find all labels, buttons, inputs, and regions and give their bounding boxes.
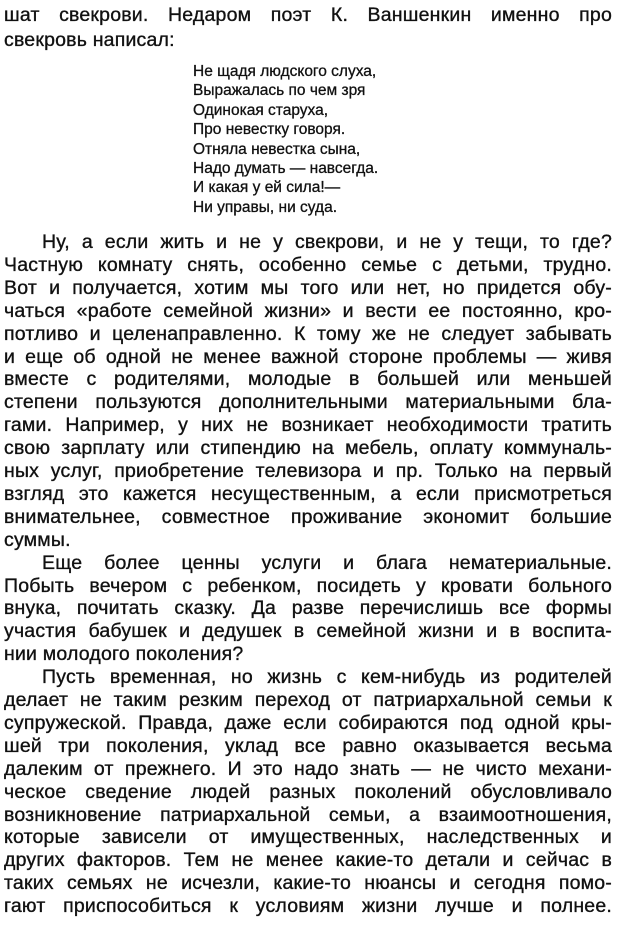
- poem-line: Не щадя людского слуха,: [193, 63, 377, 80]
- text-line: ческое сведение людей разных поколений обусловливало: [4, 780, 612, 803]
- paragraph-first-line: Еще более ценны услуги и блага нематериальные.: [42, 551, 612, 574]
- paragraph-first-line: Ну, а если жить и не у свекрови, и не у тещи, то где?: [42, 231, 612, 253]
- text-line: других факторов. Тем не менее какие-то детали и сейчас в: [4, 849, 612, 872]
- text-line: чаться «работе семейной жизни» и вести ее постоянно, кро-: [4, 299, 612, 322]
- poem-line: Про невестку говоря.: [193, 121, 346, 139]
- text-line: которые зависели от имущественных, наследственных и: [4, 826, 612, 849]
- poem-line: Выражалась по чем зря: [193, 82, 366, 100]
- text-line: таких семьях не исчезли, какие-то нюансы и сегодня помо-: [4, 872, 612, 895]
- text-line: свекровь написал:: [4, 29, 175, 51]
- text-line: взгляд это кажется несущественным, а если присмотреться: [4, 482, 612, 505]
- text-line: возникновение патриархальной семьи, а взаимоотношения,: [4, 803, 612, 826]
- text-line: гами. Например, у них не возникает необходимости тратить: [4, 414, 612, 437]
- poem-line: Ни управы, ни суда.: [193, 198, 338, 216]
- paragraph-first-line: Пусть временная, но жизнь с кем-нибудь из родителей: [42, 666, 612, 689]
- poem-line: Отняла невестка сына,: [193, 140, 361, 158]
- poem-line: И какая у ей сила!—: [193, 179, 341, 197]
- text-line: ных услуг, приобретение телевизора и пр. Только на первый: [4, 460, 612, 482]
- text-line: Побыть вечером с ребенком, посидеть у кровати больного: [4, 574, 612, 597]
- text-line: гают приспособиться к условиям жизни лучше и полнее.: [4, 895, 612, 918]
- text-line: и еще об одной не менее важной стороне проблемы — живя: [4, 345, 612, 368]
- text-line: вместе с родителями, молодые в большей или меньшей: [4, 368, 612, 391]
- text-line: шат свекрови. Недаром поэт К. Ваншенкин именно про: [4, 4, 612, 26]
- poem-line: Надо думать — навсегда.: [193, 160, 379, 177]
- text-line: внимательнее, совместное проживание экономит большие: [4, 505, 612, 528]
- text-line: Вот и получается, хотим мы того или нет, но придется обу-: [4, 276, 612, 299]
- text-line: далеким от прежнего. И это надо знать — не чисто механи-: [4, 757, 612, 780]
- text-line: нии молодого поколения?: [4, 643, 244, 666]
- text-line: свою зарплату или стипендию на мебель, оплату коммуналь-: [4, 437, 612, 460]
- text-line: супружеской. Правда, даже если собираются под одной кры-: [4, 711, 612, 734]
- poem-line: Одинокая старуха,: [193, 101, 329, 119]
- text-line: суммы.: [4, 528, 71, 551]
- text-line: Частную комнату снять, особенно семье с детьми, трудно.: [4, 253, 612, 276]
- text-line: участия бабушек и дедушек в семейной жизни и в воспита-: [4, 620, 612, 643]
- text-line: степени пользуются дополнительными материальными бла-: [4, 391, 612, 414]
- text-line: делает не таким резким переход от патриархальной семьи к: [4, 689, 612, 711]
- text-line: потливо и целенаправленно. К тому же не следует забывать: [4, 322, 612, 345]
- text-line: внука, почитать сказку. Да разве перечислишь все формы: [4, 597, 612, 620]
- text-line: шей три поколения, уклад все равно оказывается весьма: [4, 734, 612, 757]
